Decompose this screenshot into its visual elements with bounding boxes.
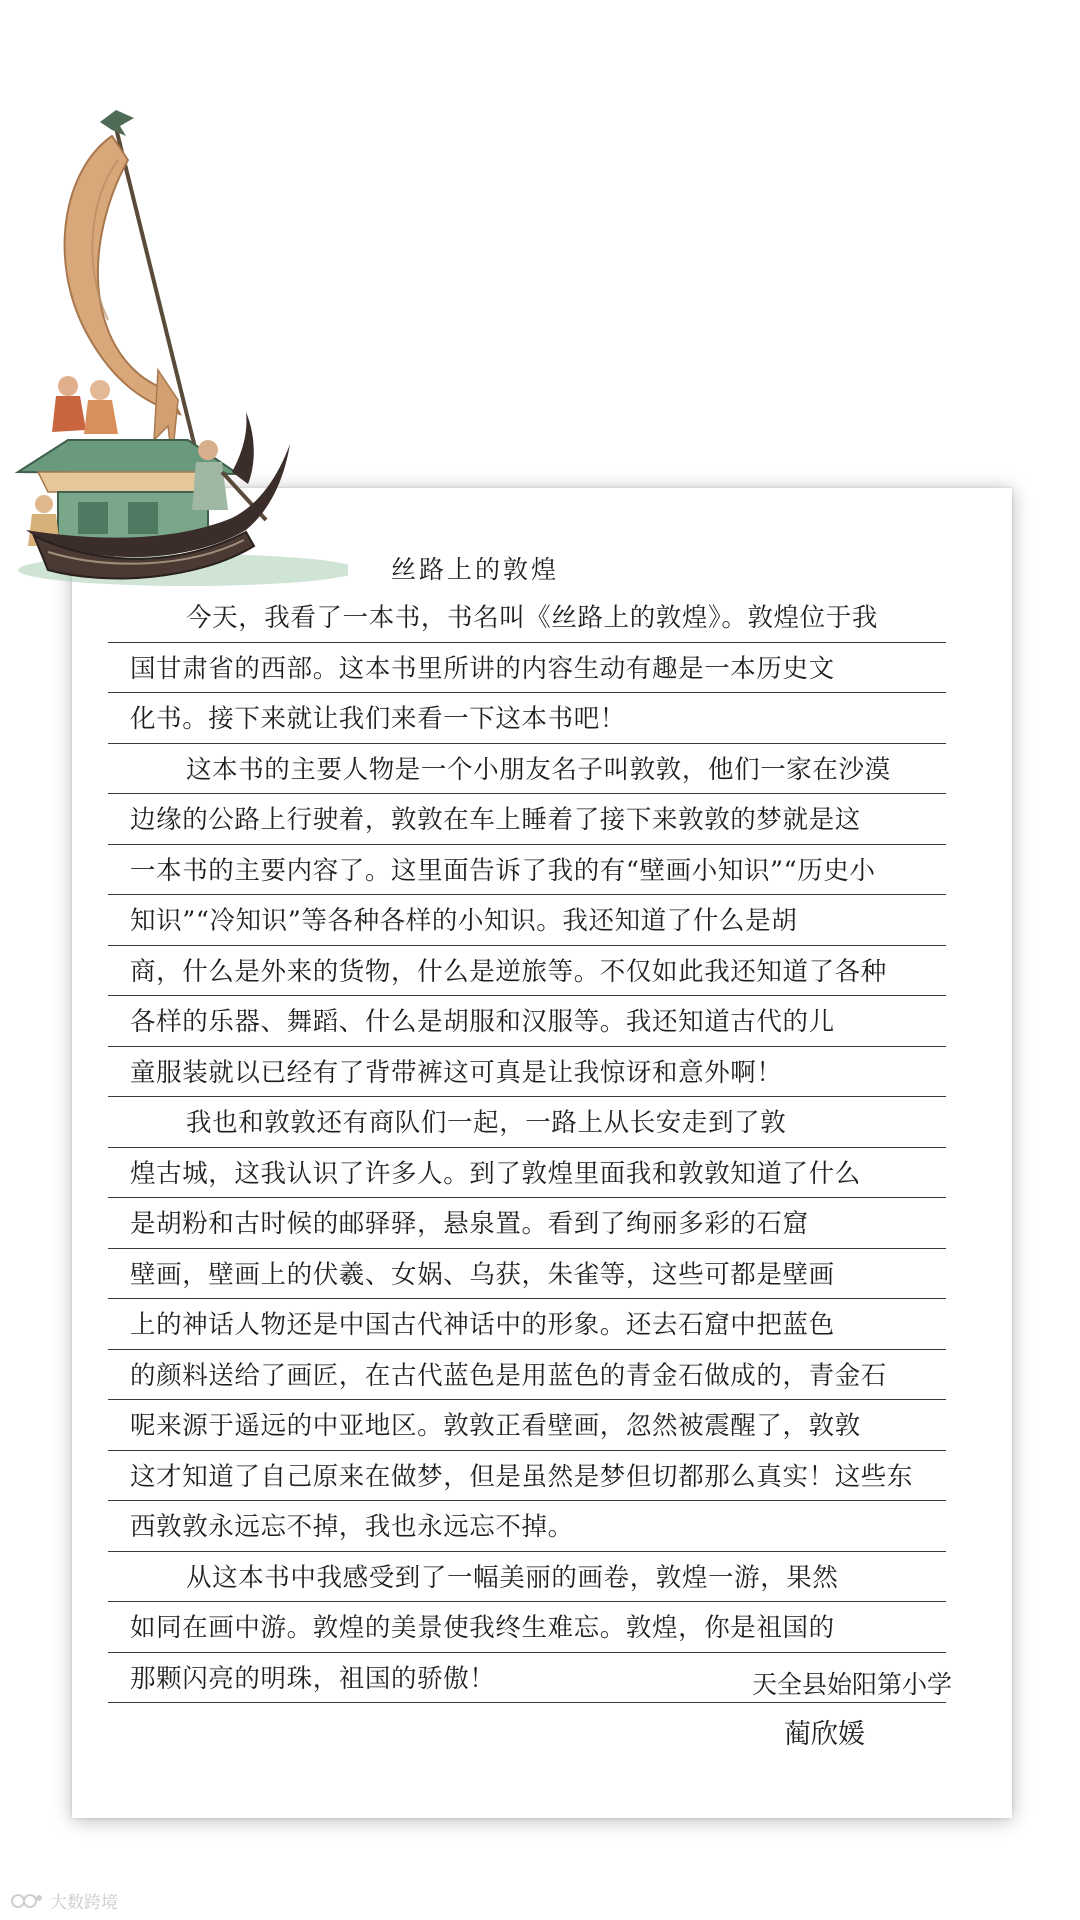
essay-line: 化书。接下来就让我们来看一下这本书吧！ <box>108 693 946 744</box>
essay-line: 各样的乐器、舞蹈、什么是胡服和汉服等。我还知道古代的儿 <box>108 996 946 1047</box>
mural-boat-illustration <box>8 100 348 590</box>
essay-line: 商，什么是外来的货物，什么是逆旅等。不仅如此我还知道了各种 <box>108 946 946 997</box>
essay-line: 我也和敦敦还有商队们一起，一路上从长安走到了敦 <box>108 1097 946 1148</box>
essay-line: 边缘的公路上行驶着，敦敦在车上睡着了接下来敦敦的梦就是这 <box>108 794 946 845</box>
author-name: 蔺欣媛 <box>784 1719 865 1750</box>
essay-line: 的颜料送给了画匠，在古代蓝色是用蓝色的青金石做成的，青金石 <box>108 1350 946 1401</box>
essay-line: 壁画，壁画上的伏羲、女娲、乌获，朱雀等，这些可都是壁画 <box>108 1249 946 1300</box>
essay-line: 这才知道了自己原来在做梦，但是虽然是梦但切都那么真实！这些东 <box>108 1451 946 1502</box>
essay-line: 今天，我看了一本书，书名叫《丝路上的敦煌》。敦煌位于我 <box>108 592 946 643</box>
essay-line: 西敦敦永远忘不掉，我也永远忘不掉。 <box>108 1501 946 1552</box>
essay-line: 那颗闪亮的明珠，祖国的骄傲！ <box>108 1653 946 1704</box>
essay-line: 知识”“冷知识”等各种各样的小知识。我还知道了什么是胡 <box>108 895 946 946</box>
essay-line: 如同在画中游。敦煌的美景使我终生难忘。敦煌，你是祖国的 <box>108 1602 946 1653</box>
essay-line: 上的神话人物还是中国古代神话中的形象。还去石窟中把蓝色 <box>108 1299 946 1350</box>
essay-line: 从这本书中我感受到了一幅美丽的画卷，敦煌一游，果然 <box>108 1552 946 1603</box>
essay-line: 是胡粉和古时候的邮驿驿，悬泉置。看到了绚丽多彩的石窟 <box>108 1198 946 1249</box>
essay-line: 一本书的主要内容了。这里面告诉了我的有“壁画小知识”“历史小 <box>108 845 946 896</box>
essay-line: 童服装就以已经有了背带裤这可真是让我惊讶和意外啊！ <box>108 1047 946 1098</box>
watermark-logo-icon <box>10 1891 44 1911</box>
school-name: 天全县始阳第小学 <box>752 1670 953 1699</box>
essay-line: 煌古城，这我认识了许多人。到了敦煌里面我和敦敦知道了什么 <box>108 1148 946 1199</box>
watermark <box>10 1888 118 1913</box>
watermark-text: 大数跨境 <box>50 1893 118 1913</box>
essay-line: 这本书的主要人物是一个小朋友名子叫敦敦，他们一家在沙漠 <box>108 744 946 795</box>
signature-block <box>752 1660 992 1760</box>
essay-line: 国甘肃省的西部。这本书里所讲的内容生动有趣是一本历史文 <box>108 643 946 694</box>
essay-title: 丝路上的敦煌 <box>391 555 560 584</box>
essay <box>108 548 946 1703</box>
essay-line: 呢来源于遥远的中亚地区。敦敦正看壁画，忽然被震醒了，敦敦 <box>108 1400 946 1451</box>
